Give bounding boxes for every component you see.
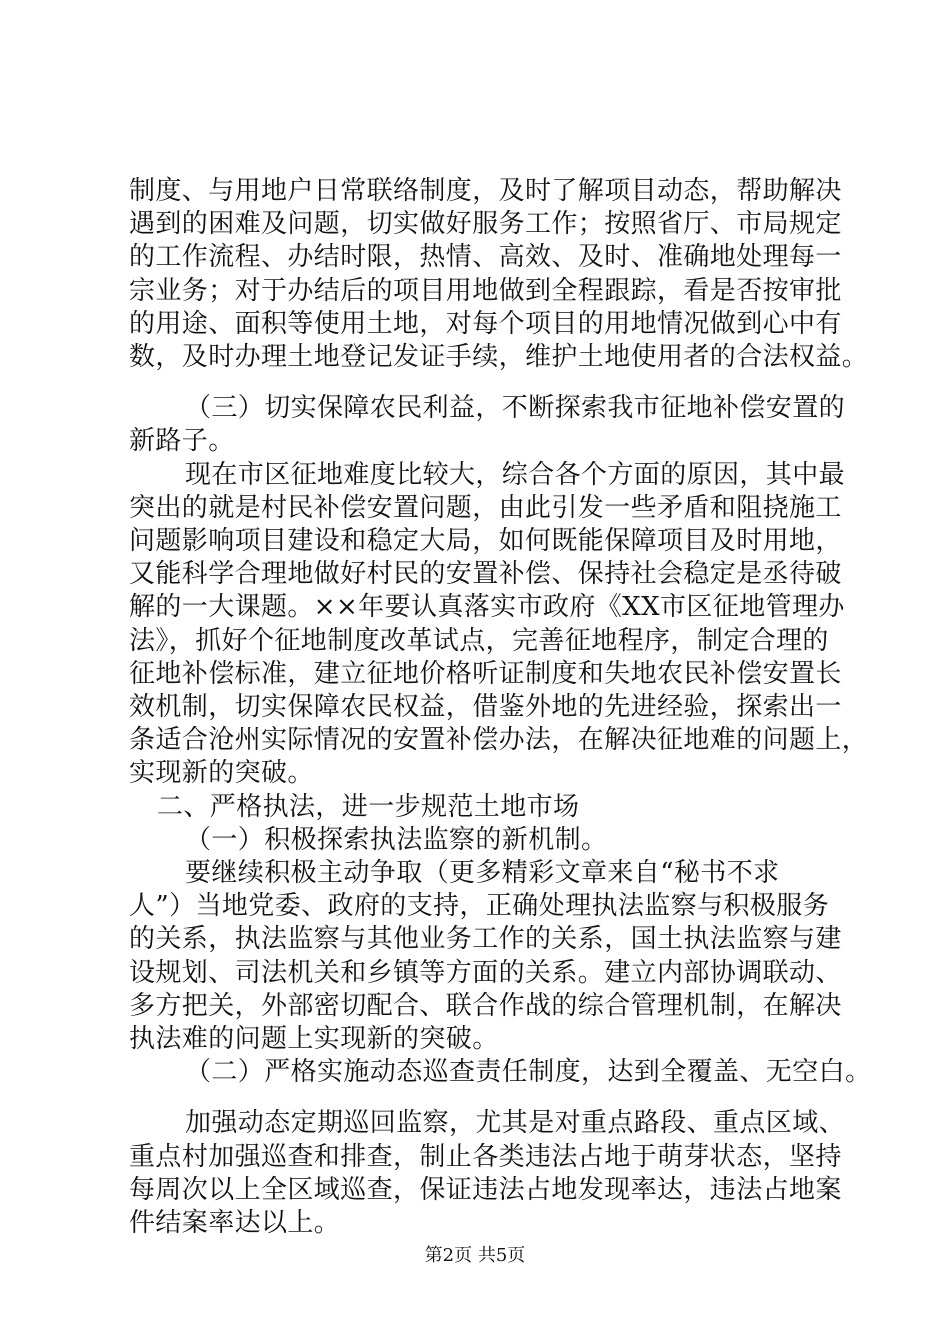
text-line: 现在市区征地难度比较大，综合各个方面的原因，其中最 [185,459,846,490]
text-line: 宗业务；对于办结后的项目用地做到全程跟踪，看是否按审批 [129,275,842,306]
text-line: 的用途、面积等使用土地，对每个项目的用地情况做到心中有 [129,308,842,339]
section-heading: 新路子。 [129,426,235,457]
section-heading: （一）积极探索执法监察的新机制。 [185,824,608,855]
section-heading: 二、严格执法，进一步规范土地市场 [157,791,580,822]
text-line: 法》，抓好个征地制度改革试点，完善征地程序，制定合理的 [129,625,829,656]
text-line: 条适合沧州实际情况的安置补偿办法，在解决征地难的问题上， [129,725,869,756]
text-line: 突出的就是村民补偿安置问题，由此引发一些矛盾和阻挠施工 [129,492,842,523]
text-line: 解的一大课题。××年要认真落实市政府《XX市区征地管理办 [129,592,845,623]
section-heading: （三）切实保障农民利益，不断探索我市征地补偿安置的 [185,393,846,424]
text-line: 的工作流程、办结时限，热情、高效、及时、准确地处理每一 [129,242,842,273]
text-line: 要继续积极主动争取（更多精彩文章来自“秘书不求 [185,858,780,888]
text-line: 加强动态定期巡回监察，尤其是对重点路段、重点区域、 [185,1108,846,1139]
section-heading: （二）严格实施动态巡查责任制度，达到全覆盖、无空白。 [185,1057,872,1088]
text-line: 件结案率达以上。 [129,1208,341,1238]
text-line: 又能科学合理地做好村民的安置补偿、保持社会稳定是丞待破 [129,559,842,590]
text-line: 征地补偿标准，建立征地价格听证制度和失地农民补偿安置长 [129,658,842,689]
text-line: 制度、与用地户日常联络制度，及时了解项目动态，帮助解决 [129,176,842,206]
text-line: 多方把关，外部密切配合、联合作战的综合管理机制，在解决 [129,990,842,1021]
text-line: 设规划、司法机关和乡镇等方面的关系。建立内部协调联动、 [129,957,842,988]
text-line: 效机制，切实保障农民权益，借鉴外地的先进经验，探索出一 [129,692,842,722]
text-line: 的关系，执法监察与其他业务工作的关系，国土执法监察与建 [129,924,842,955]
text-line: 重点村加强巡查和排查，制止各类违法占地于萌芽状态，坚持 [129,1141,842,1172]
text-line: 数，及时办理土地登记发证手续，维护土地使用者的合法权益。 [129,342,869,372]
text-line: 人”）当地党委、政府的支持，正确处理执法监察与积极服务 [129,891,830,922]
text-line: 实现新的突破。 [129,758,314,789]
text-line: 问题影响项目建设和稳定大局，如何既能保障项目及时用地， [129,526,842,556]
text-line: 遇到的困难及问题，切实做好服务工作；按照省厅、市局规定 [129,209,842,240]
text-line: 每周次以上全区域巡查，保证违法占地发现率达，违法占地案 [129,1174,842,1205]
page-footer: 第2页 共5页 [424,1245,526,1266]
text-line: 执法难的问题上实现新的突破。 [129,1024,499,1054]
